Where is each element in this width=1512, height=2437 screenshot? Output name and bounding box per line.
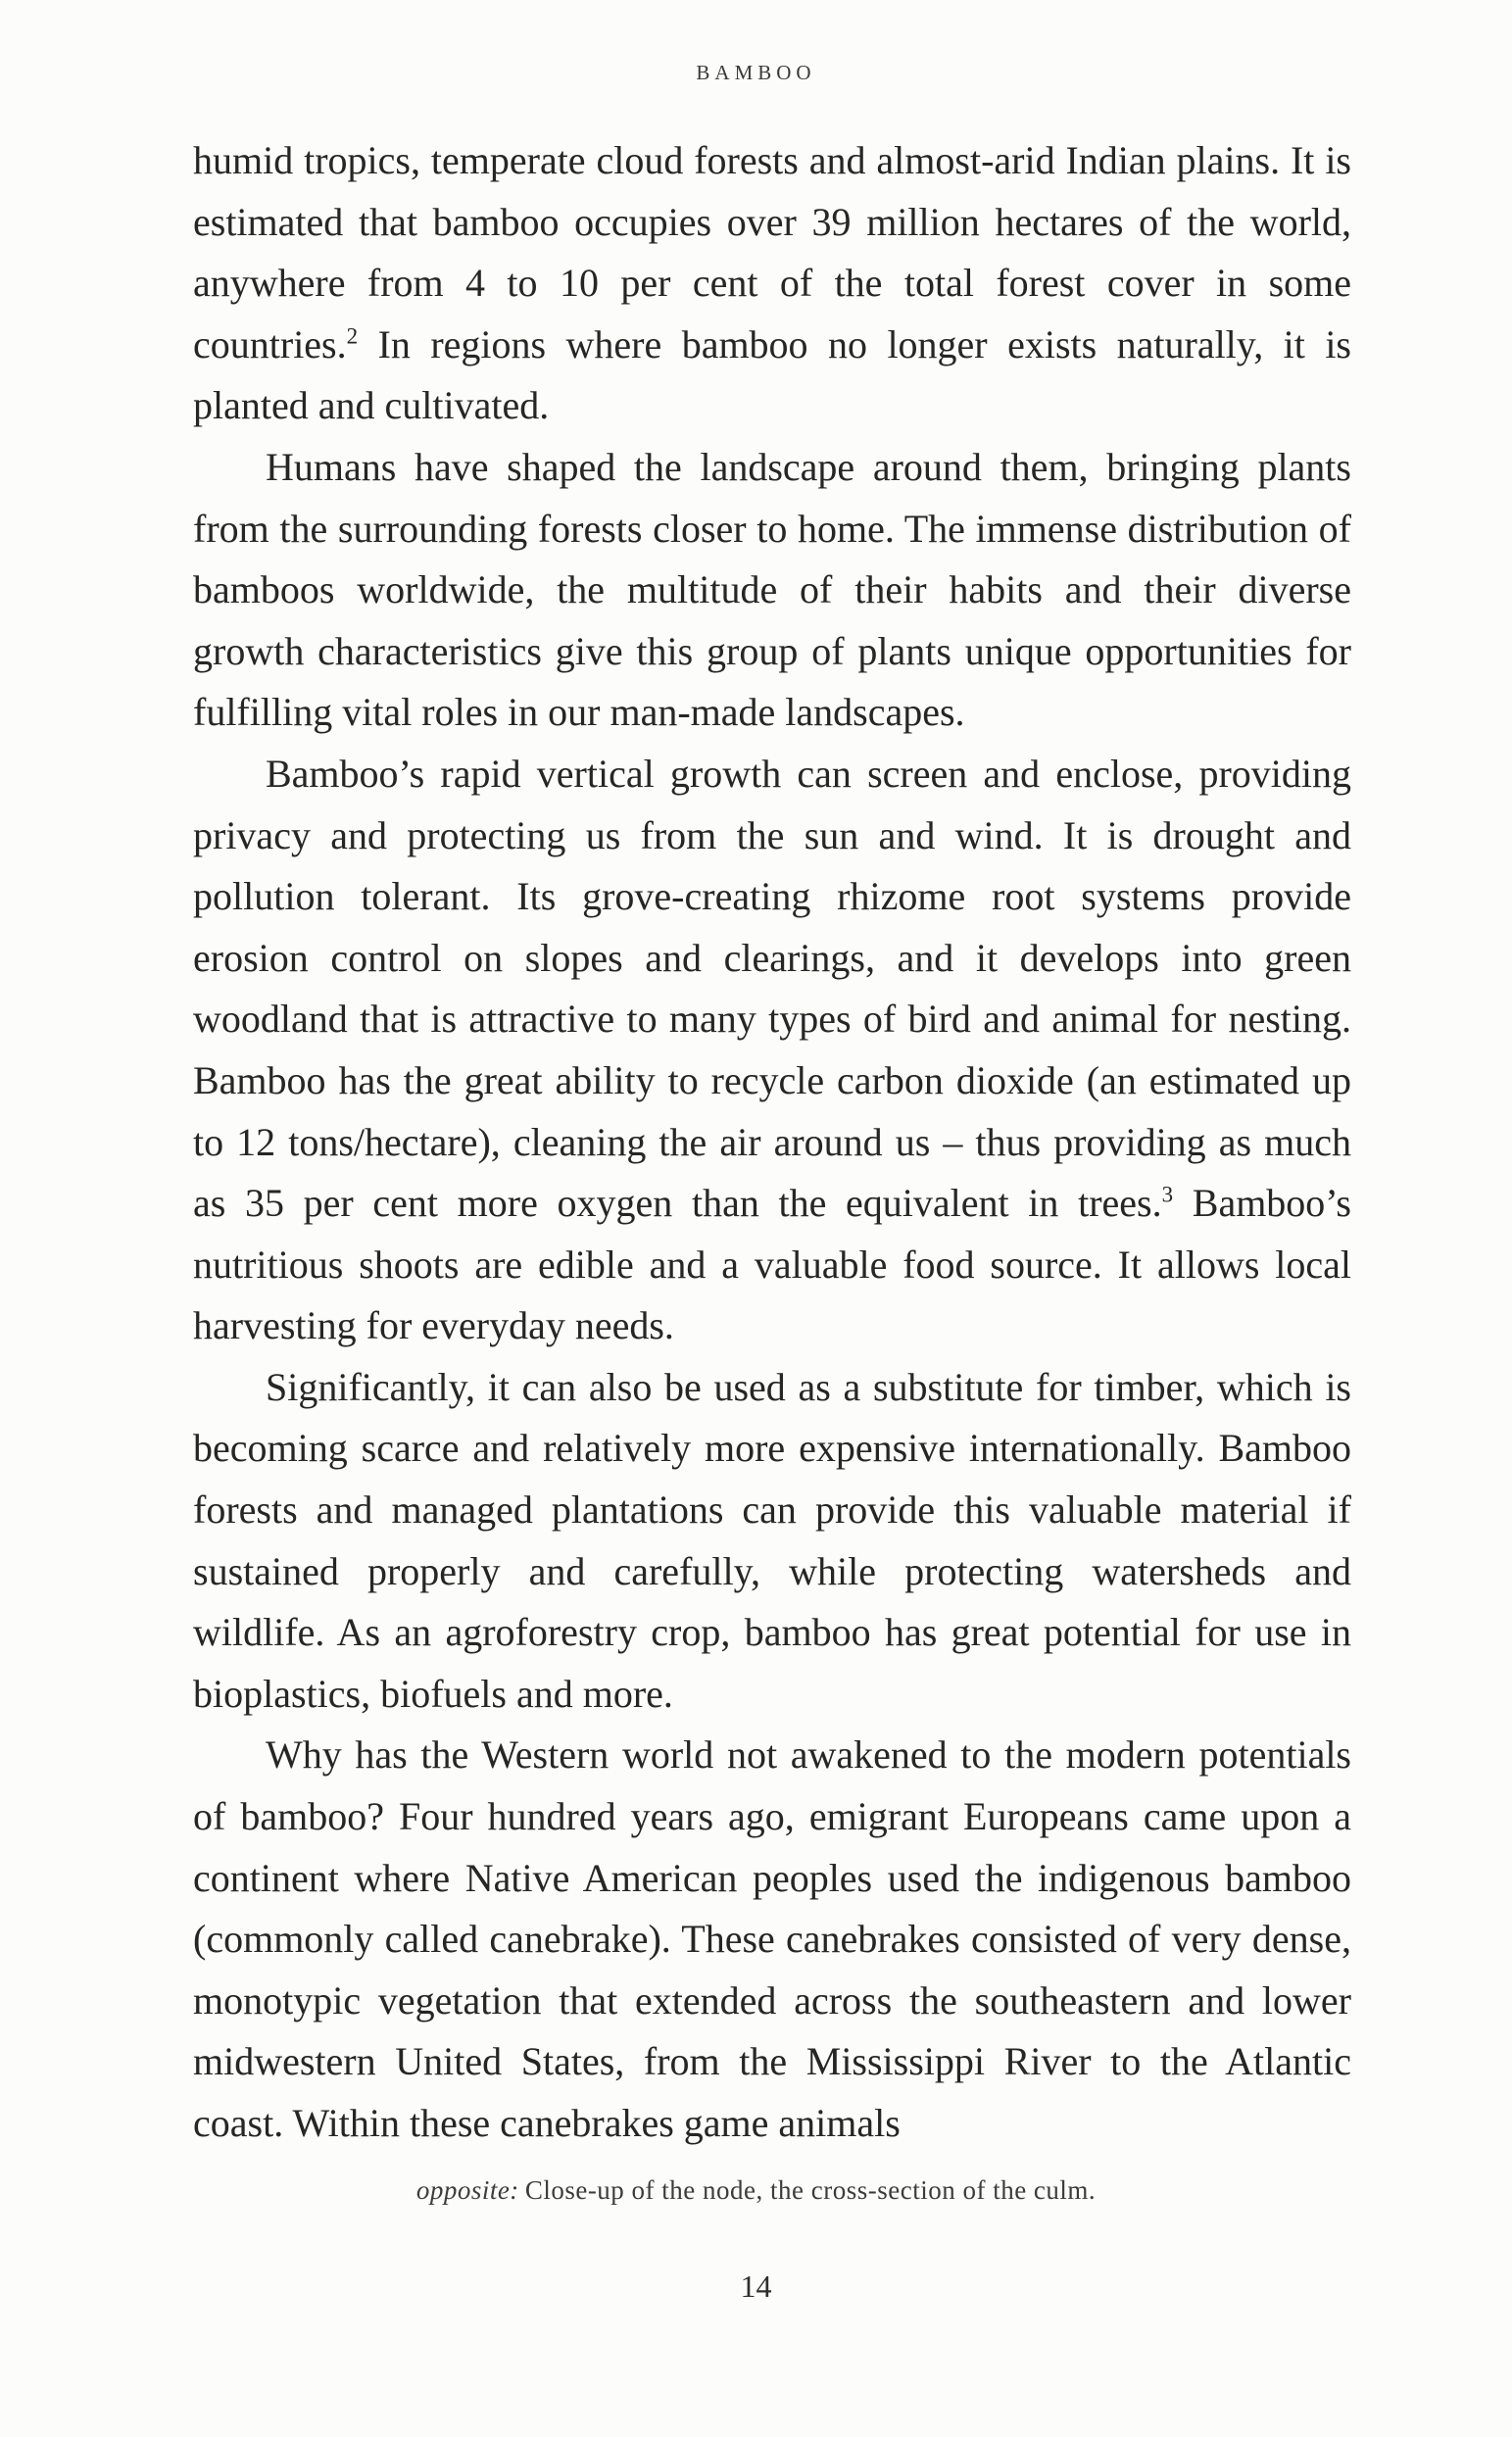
caption-label: opposite: xyxy=(415,2175,519,2205)
paragraph-3 xyxy=(193,744,1351,1357)
running-head: BAMBOO xyxy=(696,61,816,84)
figure-caption xyxy=(0,2175,1512,2206)
caption-text: Close-up of the node, the cross-section of the culm. xyxy=(524,2175,1097,2205)
paragraph-1 xyxy=(193,130,1351,437)
paragraph-4: Significantly, it can also be used as a substitute for timber, which is becoming scarce and relatively more expensive internationally. Bamboo forests and managed plantations can provide this valuable material if sustained properly and carefully, while protecting watersheds and wildlife. As an agroforestry crop, bamboo has great potential for use in bioplastics, biofuels and more. xyxy=(193,1364,1351,1716)
paragraph-text: humid tropics, temperate cloud forests and almost-arid Indian plains. It is estimated that bamboo occupies over 39 million hectares of the world, anywhere from 4 to 10 per cent of the total forest cover in some countries. xyxy=(193,138,1351,366)
paragraph-text: Bamboo’s nutritious shoots are edible and a valuable food source. It allows local harvesting for everyday needs. xyxy=(193,1181,1351,1348)
paragraph-5: Why has the Western world not awakened to the modern potentials of bamboo? Four hundred years ago, emigrant Europeans came upon a continent where Native American peoples used the indigenous bamboo (commonly called canebrake). These canebrakes consisted of very dense, monotypic vegetation that extended across the southeastern and lower midwestern United States, from the Mississippi River to the Atlantic coast. Within these canebrakes game animals xyxy=(193,1732,1351,2145)
footnote-ref-3: 3 xyxy=(1161,1182,1174,1207)
body-text xyxy=(193,130,1351,2155)
paragraph-text: Bamboo’s rapid vertical growth can screen and enclose, providing privacy and protecting us from the sun and wind. It is drought and pollution tolerant. Its grove-creating rhizome root systems provide erosion control on slopes and clearings, and it develops into green woodland that is attractive to many types of bird and animal for nesting. Bamboo has the great ability to recycle carbon dioxide (an estimated up to 12 tons/hectare), cleaning the air around us – thus providing as much as 35 per cent more oxygen than the equivalent in trees. xyxy=(193,751,1351,1226)
page-number: 14 xyxy=(740,2268,772,2304)
paragraph-2: Humans have shaped the landscape around them, bringing plants from the surrounding forests closer to home. The immense distribution of bamboos worldwide, the multitude of their habits and their diverse growth characteristics give this group of plants unique opportunities for fulfilling vital roles in our man-made landscapes. xyxy=(193,444,1351,735)
footnote-ref-2: 2 xyxy=(346,323,359,349)
paragraph-text: In regions where bamboo no longer exists naturally, it is planted and cultivated. xyxy=(193,321,1351,428)
